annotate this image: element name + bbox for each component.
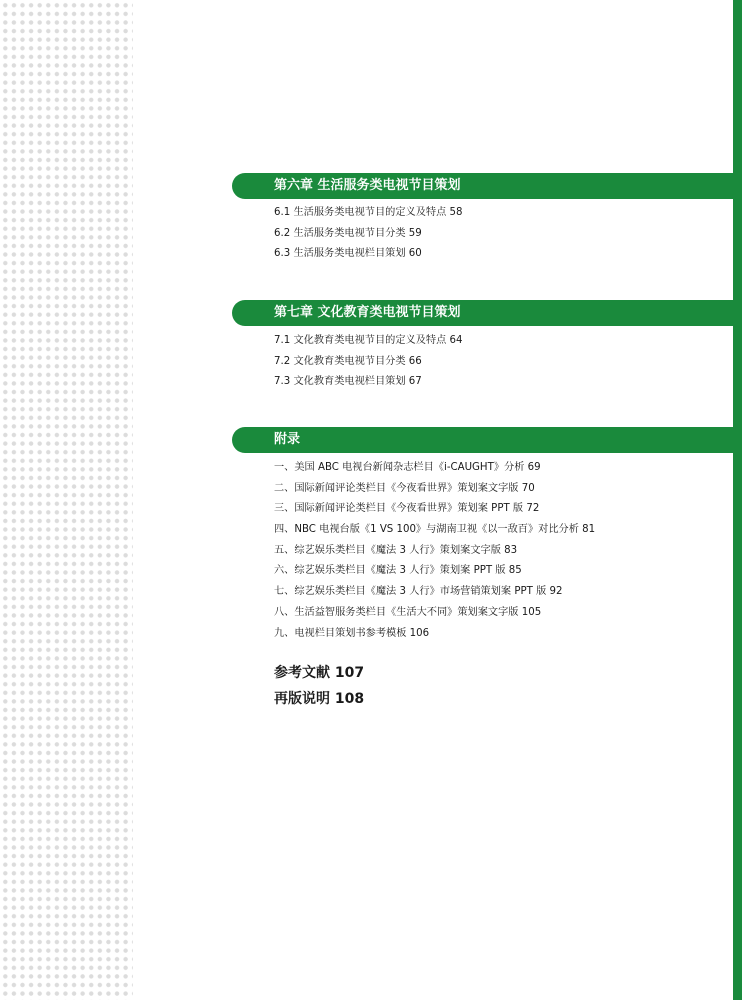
appendix-entry-3[interactable]: 三、国际新闻评论类栏目《今夜看世界》策划案 PPT 版 72 (274, 503, 540, 515)
appendix-title: 附录 (274, 432, 301, 447)
revision-note-entry[interactable]: 再版说明 108 (274, 691, 365, 707)
chapter-7-header (232, 300, 742, 326)
dotted-margin-pattern (0, 0, 133, 1000)
appendix-entry-9[interactable]: 九、电视栏目策划书参考模板 106 (274, 627, 430, 639)
appendix-entry-7[interactable]: 七、综艺娱乐类栏目《魔法 3 人行》市场营销策划案 PPT 版 92 (274, 586, 563, 598)
appendix-header (232, 427, 742, 453)
appendix-entry-8[interactable]: 八、生活益智服务类栏目《生活大不同》策划案文字版 105 (274, 606, 542, 618)
toc-entry-7-1[interactable]: 7.1 文化教育类电视节目的定义及特点 64 (274, 335, 463, 346)
chapter-6-title: 第六章 生活服务类电视节目策划 (274, 178, 461, 193)
appendix-entry-6[interactable]: 六、综艺娱乐类栏目《魔法 3 人行》策划案 PPT 版 85 (274, 565, 522, 577)
toc-entry-6-3[interactable]: 6.3 生活服务类电视栏目策划 60 (274, 248, 422, 260)
chapter-7-entries (274, 331, 462, 393)
references-entry[interactable]: 参考文献 107 (274, 665, 365, 681)
appendix-entries (274, 458, 595, 644)
chapter-6-entries (274, 203, 462, 265)
chapter-7-title: 第七章 文化教育类电视节目策划 (274, 305, 461, 320)
right-edge-bar (733, 0, 742, 1000)
toc-entry-7-3[interactable]: 7.3 文化教育类电视栏目策划 67 (274, 376, 422, 388)
appendix-entry-1[interactable]: 一、美国 ABC 电视台新闻杂志栏目《i-CAUGHT》分析 69 (274, 462, 541, 473)
appendix-entry-5[interactable]: 五、综艺娱乐类栏目《魔法 3 人行》策划案文字版 83 (274, 544, 518, 556)
appendix-entry-2[interactable]: 二、国际新闻评论类栏目《今夜看世界》策划案文字版 70 (274, 482, 535, 494)
toc-entry-6-2[interactable]: 6.2 生活服务类电视节目分类 59 (274, 227, 422, 239)
toc-entry-6-1[interactable]: 6.1 生活服务类电视节目的定义及特点 58 (274, 207, 463, 218)
toc-entry-7-2[interactable]: 7.2 文化教育类电视节目分类 66 (274, 355, 422, 367)
chapter-6-header (232, 173, 742, 199)
appendix-entry-4[interactable]: 四、NBC 电视台版《1 VS 100》与湖南卫视《以一敌百》对比分析 81 (274, 524, 596, 536)
